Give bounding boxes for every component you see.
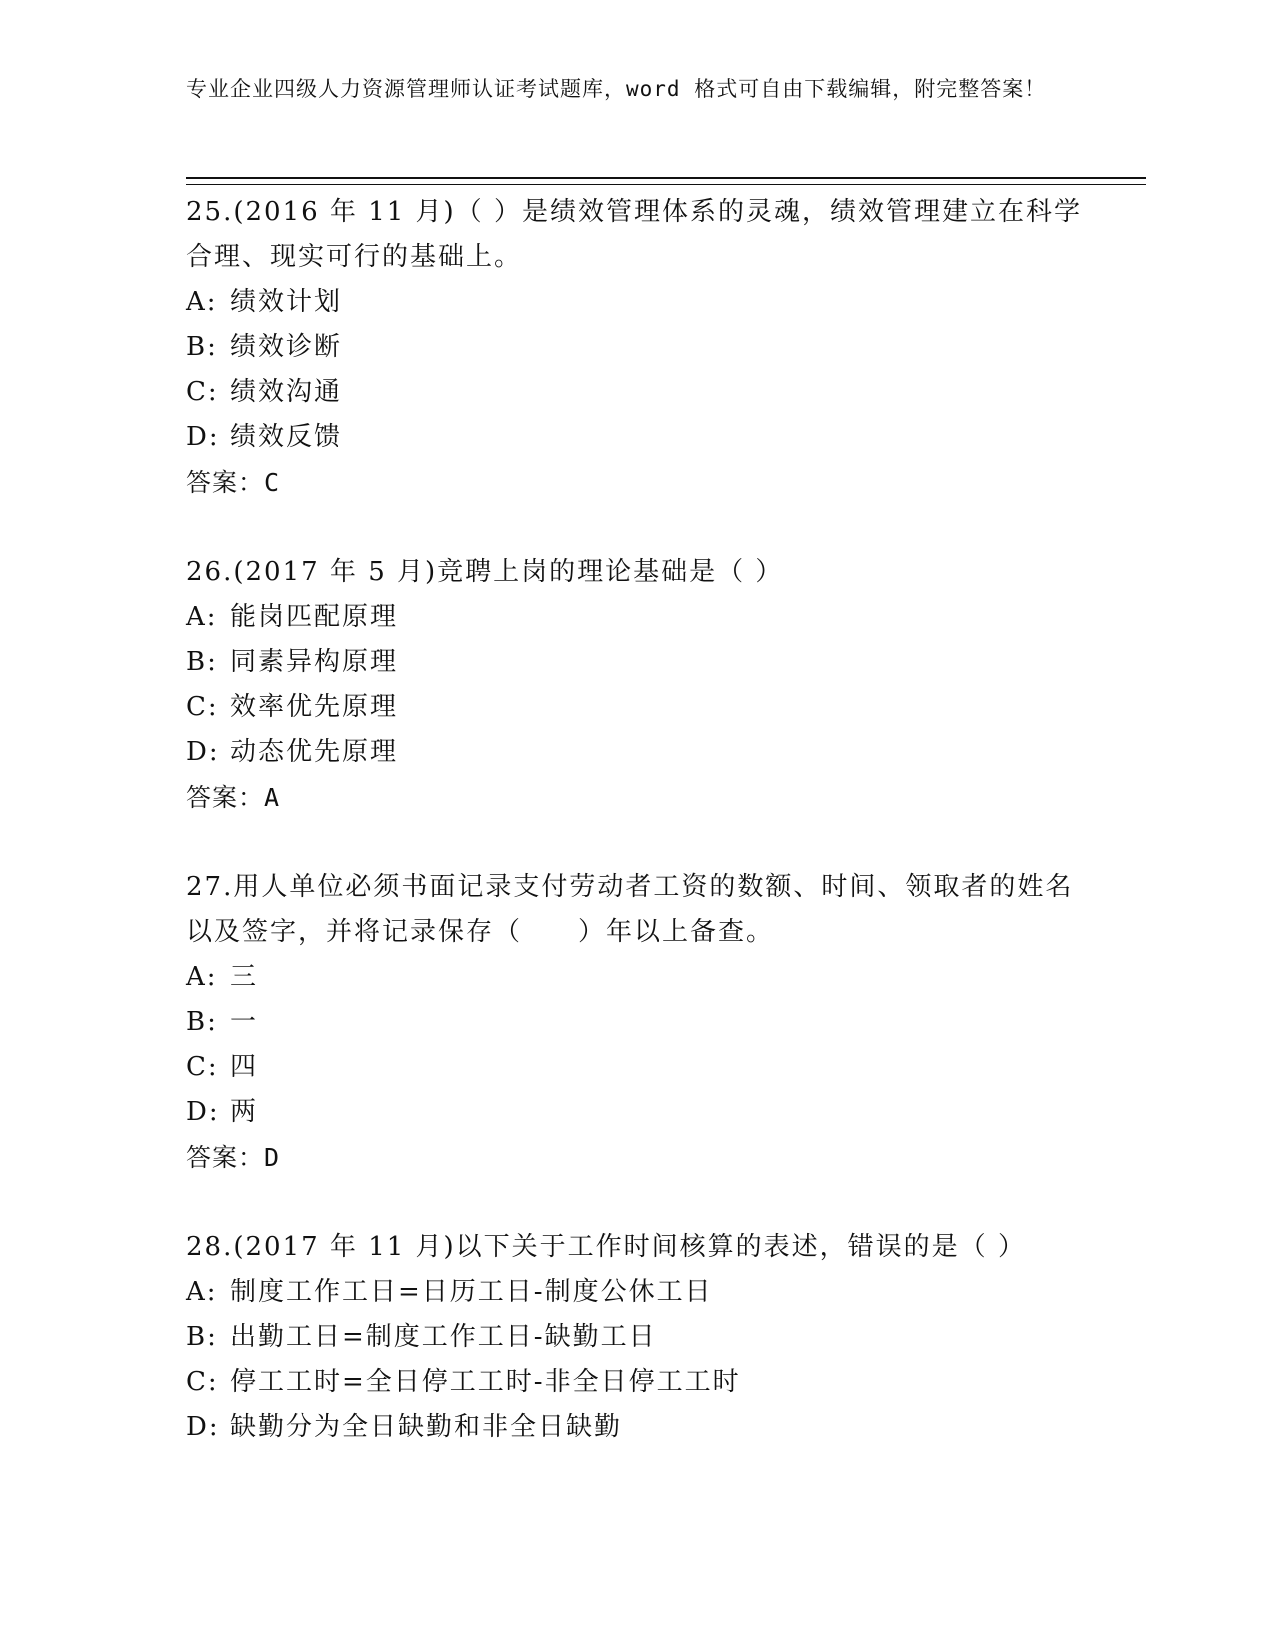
option-c <box>186 685 1086 730</box>
question-stem: 27.用人单位必须书面记录支付劳动者工资的数额、时间、领取者的姓名以及签字，并将记录保存（ ）年以上备查。 <box>186 872 1074 947</box>
option-text: 三 <box>230 962 259 992</box>
option-d <box>186 1405 1086 1450</box>
option-text: 绩效反馈 <box>230 422 343 452</box>
option-text: 两 <box>230 1097 259 1127</box>
option-d <box>186 415 1086 460</box>
question-list <box>186 190 1086 1495</box>
header-rule-thick <box>186 177 1146 179</box>
option-text: 绩效沟通 <box>230 377 343 407</box>
option-a <box>186 955 1086 1000</box>
option-key: D: <box>186 1097 220 1127</box>
option-key: C: <box>186 1367 219 1397</box>
option-text: 四 <box>230 1052 259 1082</box>
option-c <box>186 1360 1086 1405</box>
question-stem: 25.(2016 年 11 月)（ ）是绩效管理体系的灵魂，绩效管理建立在科学合理、现实可行的基础上。 <box>186 197 1082 272</box>
option-key: A: <box>186 1277 218 1307</box>
option-text: 动态优先原理 <box>230 737 399 767</box>
option-text: 缺勤分为全日缺勤和非全日缺勤 <box>230 1412 623 1442</box>
option-text: 出勤工日=制度工作工日-缺勤工日 <box>230 1322 657 1352</box>
option-text: 停工工时=全日停工工时-非全日停工工时 <box>230 1367 741 1397</box>
option-text: 同素异构原理 <box>230 647 399 677</box>
option-a <box>186 280 1086 325</box>
option-b <box>186 1315 1086 1360</box>
option-key: D: <box>186 737 220 767</box>
option-b <box>186 325 1086 370</box>
option-text: 绩效计划 <box>230 287 343 317</box>
option-key: A: <box>186 287 218 317</box>
answer-line: 答案：D <box>186 1143 281 1172</box>
option-text: 效率优先原理 <box>230 692 399 722</box>
option-key: A: <box>186 962 218 992</box>
option-text: 能岗匹配原理 <box>230 602 399 632</box>
option-key: C: <box>186 1052 219 1082</box>
answer-line: 答案：A <box>186 783 281 812</box>
option-text: 制度工作工日=日历工日-制度公休工日 <box>230 1277 713 1307</box>
option-a <box>186 595 1086 640</box>
option-key: D: <box>186 1412 220 1442</box>
option-key: C: <box>186 377 219 407</box>
option-key: B: <box>186 1007 218 1037</box>
option-d <box>186 730 1086 775</box>
question-25 <box>186 190 1086 505</box>
option-key: D: <box>186 422 220 452</box>
question-28 <box>186 1225 1086 1450</box>
option-text: 一 <box>230 1007 259 1037</box>
option-key: B: <box>186 647 218 677</box>
option-d <box>186 1090 1086 1135</box>
question-stem: 26.(2017 年 5 月)竞聘上岗的理论基础是（ ） <box>186 557 784 587</box>
answer-line: 答案：C <box>186 468 281 497</box>
header-rule-thin <box>186 184 1146 185</box>
option-key: C: <box>186 692 219 722</box>
option-c <box>186 1045 1086 1090</box>
option-text: 绩效诊断 <box>230 332 343 362</box>
option-key: B: <box>186 1322 218 1352</box>
question-26 <box>186 550 1086 820</box>
question-27 <box>186 865 1086 1180</box>
option-key: B: <box>186 332 218 362</box>
option-key: A: <box>186 602 218 632</box>
question-stem: 28.(2017 年 11 月)以下关于工作时间核算的表述，错误的是（ ） <box>186 1232 1026 1262</box>
option-c <box>186 370 1086 415</box>
document-header: 专业企业四级人力资源管理师认证考试题库，word 格式可自由下载编辑，附完整答案！ <box>186 77 1047 101</box>
option-b <box>186 640 1086 685</box>
option-b <box>186 1000 1086 1045</box>
option-a <box>186 1270 1086 1315</box>
